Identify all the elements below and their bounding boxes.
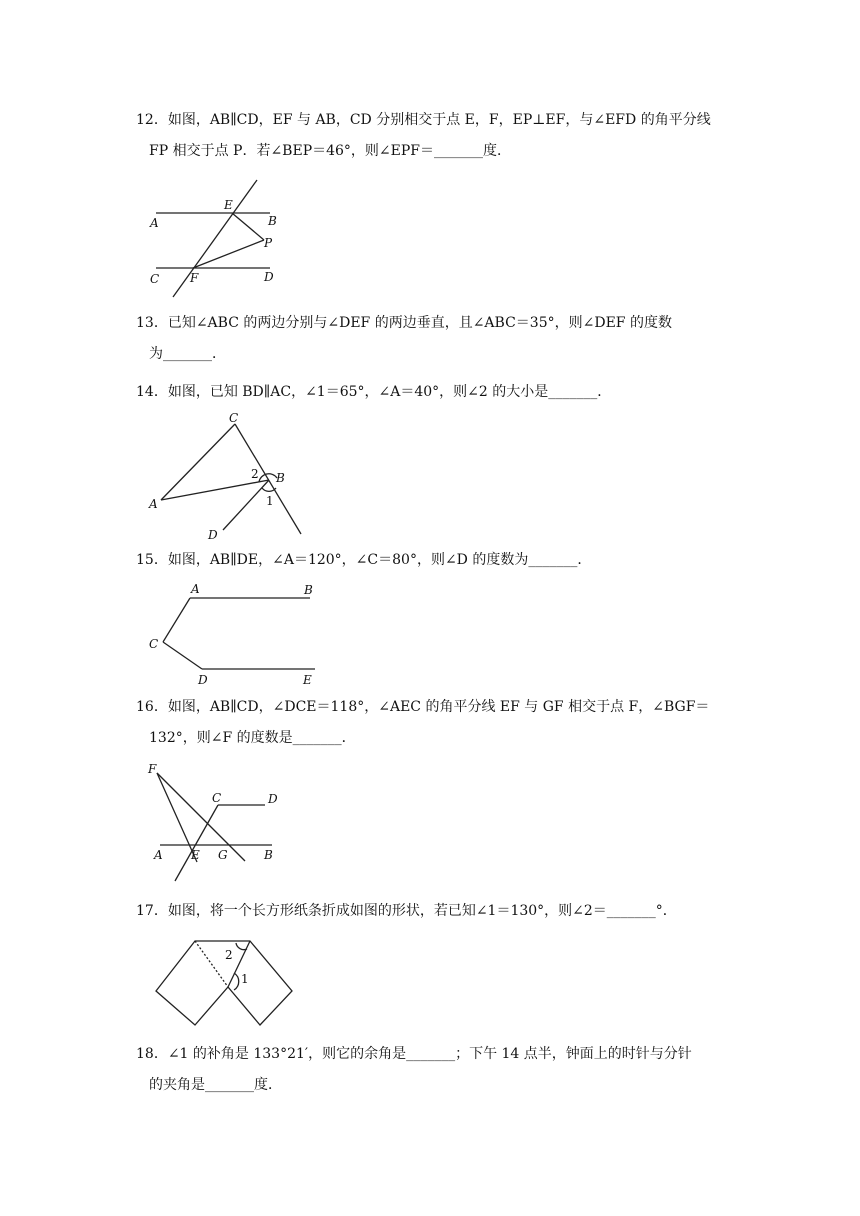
label-b: B (264, 848, 273, 862)
label-a: A (150, 216, 159, 230)
label-b: B (268, 214, 277, 228)
label-angle-1: 1 (266, 494, 274, 508)
segment-ep (232, 213, 264, 240)
label-c: C (149, 637, 159, 651)
line-fg (157, 773, 245, 861)
label-d: D (264, 270, 274, 284)
label-d: D (268, 792, 278, 806)
segment-ac (163, 598, 190, 642)
fold-crease-dotted (195, 941, 228, 987)
label-d: D (208, 528, 218, 542)
figure-12 (140, 175, 290, 300)
label-c: C (150, 272, 160, 286)
label-a: A (191, 582, 200, 596)
label-angle-2: 2 (251, 467, 259, 481)
question-12 (136, 110, 736, 162)
label-angle-1: 1 (241, 972, 249, 986)
question-17-line-1: 17．如图，将一个长方形纸条折成如图的形状，若已知∠1＝130°，则∠2＝_______°． (136, 903, 677, 919)
label-d: D (198, 673, 208, 687)
figure-15 (145, 580, 325, 690)
question-18-line-1: 18．∠1 的补角是 133°21′，则它的余角是_______；下午 14 点半，钟面上的时针与分针 (136, 1046, 692, 1062)
label-c: C (229, 411, 239, 425)
line-ce-extended (175, 805, 218, 881)
question-15 (136, 550, 736, 571)
label-a: A (149, 497, 158, 511)
question-12-line-2: FP 相交于点 P．若∠BEP＝46°，则∠EPF＝_______度． (149, 143, 512, 159)
figure-14 (145, 408, 315, 543)
label-c: C (212, 791, 222, 805)
figure-16 (140, 758, 300, 888)
question-14 (136, 382, 736, 403)
question-15-line-1: 15．如图，AB∥DE，∠A＝120°，∠C＝80°，则∠D 的度数为_______． (136, 552, 592, 568)
question-16 (136, 697, 736, 749)
label-a: A (154, 848, 163, 862)
question-13-line-2: 为_______． (149, 346, 226, 362)
angle-1-arc (234, 973, 239, 990)
label-g: G (218, 848, 228, 862)
question-18 (136, 1044, 736, 1096)
label-e: E (303, 673, 312, 687)
label-b: B (304, 583, 313, 597)
label-e: E (224, 198, 233, 212)
question-18-line-2: 的夹角是_______度． (149, 1077, 282, 1093)
question-16-line-1: 16．如图，AB∥CD，∠DCE＝118°，∠AEC 的角平分线 EF 与 GF 相交于点 F，∠BGF＝ (136, 699, 710, 715)
label-angle-2: 2 (225, 948, 233, 962)
angle-2-arc (236, 943, 247, 950)
question-13-line-1: 13．已知∠ABC 的两边分别与∠DEF 的两边垂直，且∠ABC＝35°，则∠DEF 的度数 (136, 315, 672, 331)
figure-17 (140, 935, 300, 1035)
question-13 (136, 313, 736, 365)
segment-cd (163, 642, 202, 669)
line-ef (173, 180, 257, 297)
label-p: P (264, 236, 273, 250)
label-e: E (191, 848, 200, 862)
question-14-line-1: 14．如图，已知 BD∥AC，∠1＝65°，∠A＝40°，则∠2 的大小是_______． (136, 384, 612, 400)
folded-strip-outline (156, 941, 292, 1025)
question-16-line-2: 132°，则∠F 的度数是_______． (149, 730, 356, 746)
question-12-line-1: 12．如图，AB∥CD，EF 与 AB，CD 分别相交于点 E，F，EP⊥EF，与∠EFD 的角平分线 (136, 112, 711, 128)
label-b: B (276, 471, 285, 485)
label-f: F (190, 271, 199, 285)
label-f: F (148, 762, 157, 776)
question-17 (136, 901, 736, 922)
line-cb-extended (235, 424, 301, 534)
